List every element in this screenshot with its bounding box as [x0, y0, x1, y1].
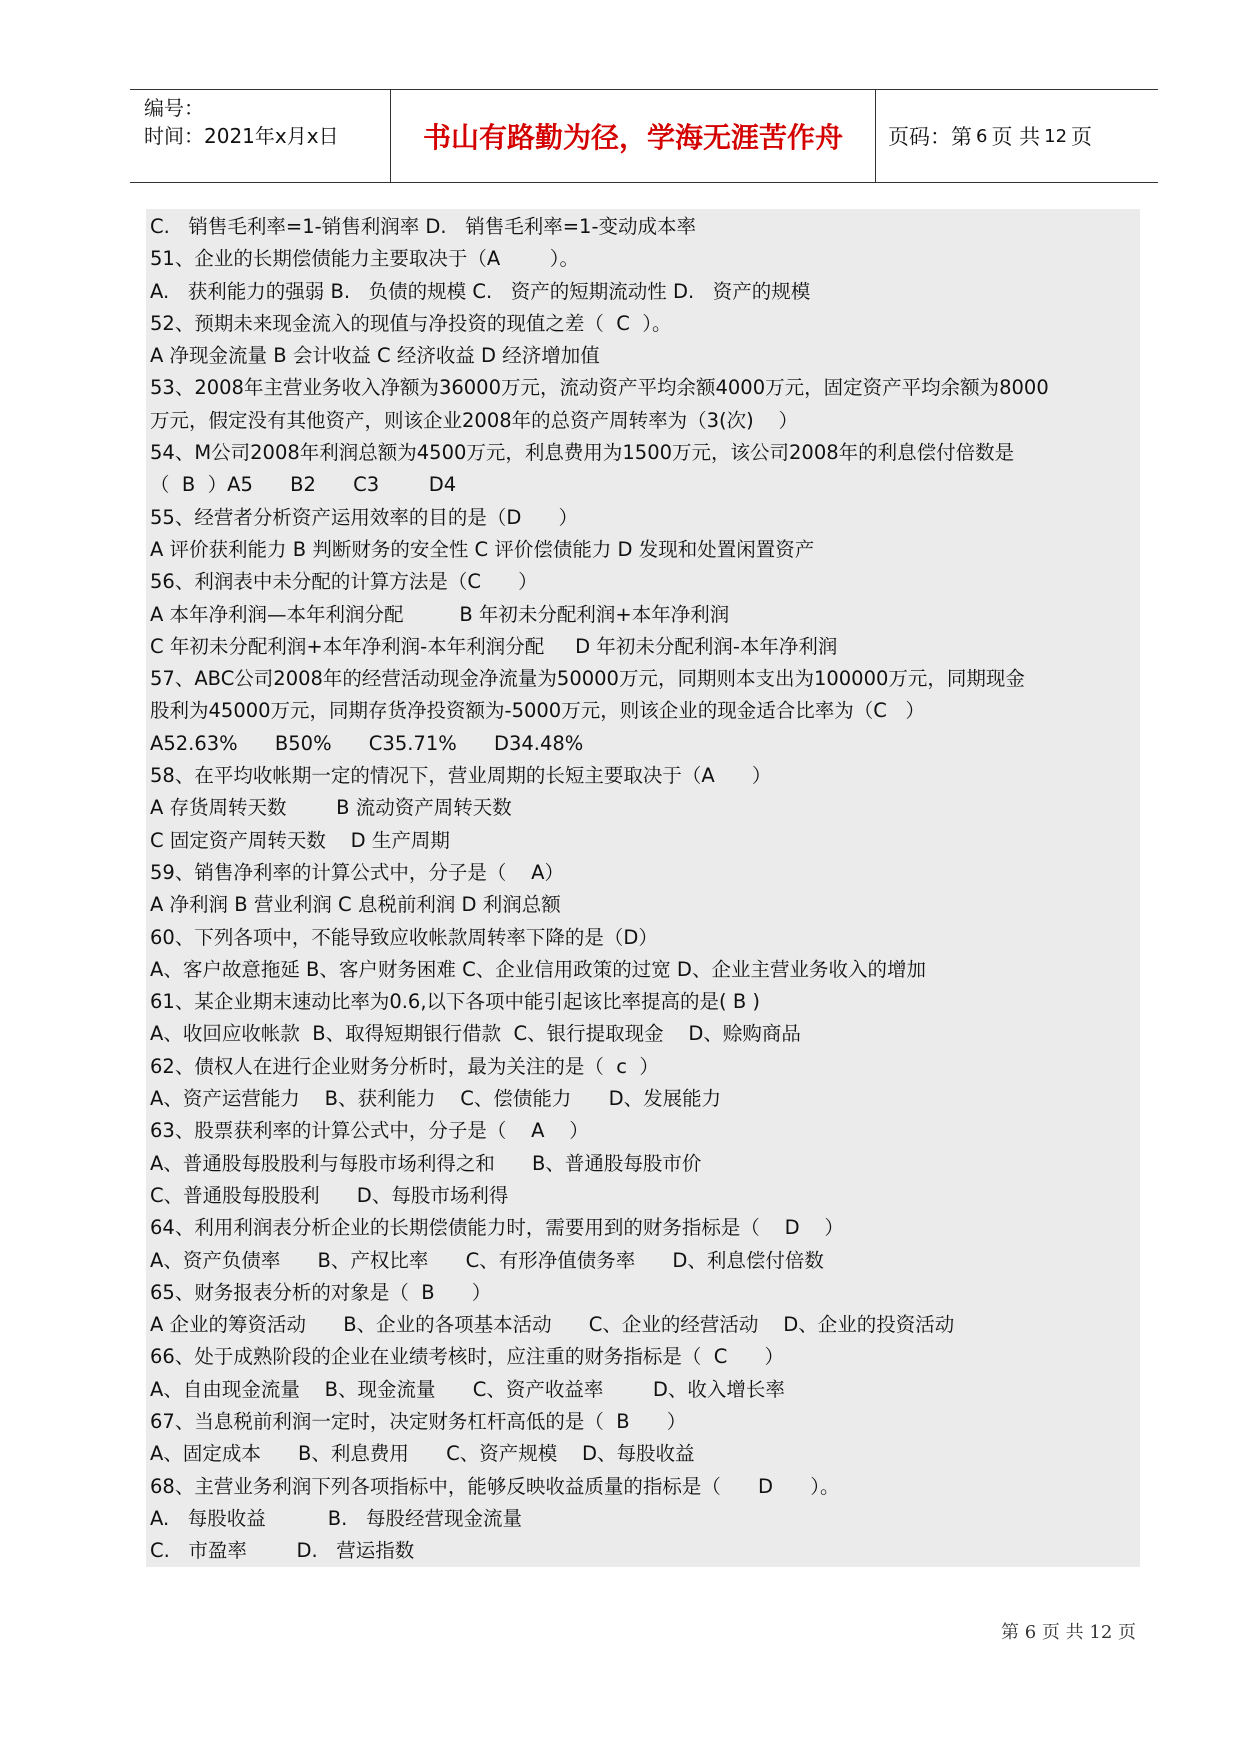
- text-line: 55、经营者分析资产运用效率的目的是（D ）: [150, 505, 579, 529]
- text-line: 58、在平均收帐期一定的情况下，营业周期的长短主要取决于（A ）: [150, 764, 772, 788]
- page-current: 6: [976, 125, 988, 147]
- text-line: C 固定资产周转天数 D 生产周期: [150, 828, 450, 852]
- header-meta: [144, 94, 389, 178]
- text-line: 59、销售净利率的计算公式中，分子是（ A）: [150, 860, 564, 884]
- text-line: A. 获利能力的强弱 B. 负债的规模 C. 资产的短期流动性 D. 资产的规模: [150, 279, 811, 303]
- text-line: 63、股票获利率的计算公式中，分子是（ A ）: [150, 1119, 589, 1143]
- text-line: A、收回应收帐款 B、取得短期银行借款 C、银行提取现金 D、赊购商品: [150, 1022, 801, 1046]
- header-page-info: [876, 90, 1158, 182]
- text-line: A52.63% B50% C35.71% D34.48%: [150, 731, 584, 755]
- text-line: C 年初未分配利润+本年净利润-本年利润分配 D 年初未分配利润-本年净利润: [150, 634, 838, 658]
- text-line: 64、利用利润表分析企业的长期偿债能力时，需要用到的财务指标是（ D ）: [150, 1216, 844, 1240]
- text-line: 万元，假定没有其他资产，则该企业2008年的总资产周转率为（3(次) ）: [150, 408, 799, 432]
- text-line: 51、企业的长期偿债能力主要取决于（A ）。: [150, 247, 579, 271]
- text-line: C. 销售毛利率=1-销售利润率 D. 销售毛利率=1-变动成本率: [150, 215, 696, 238]
- text-line: 68、主营业务利润下列各项指标中，能够反映收益质量的指标是（ D ）。: [150, 1474, 840, 1498]
- text-line: C. 市盈率 D. 营运指数: [150, 1539, 415, 1563]
- text-line: A 本年净利润—本年利润分配 B 年初未分配利润+本年净利润: [150, 602, 730, 626]
- page-prefix: 页码：第: [888, 125, 972, 149]
- text-line: A、客户故意拖延 B、客户财务困难 C、企业信用政策的过宽 D、企业主营业务收入的增加: [150, 957, 926, 981]
- text-line: 57、ABC公司2008年的经营活动现金净流量为50000万元，同期则本支出为100000万元，同期现金: [150, 667, 1025, 691]
- text-line: A 净现金流量 B 会计收益 C 经济收益 D 经济增加值: [150, 344, 600, 368]
- text-line: 52、预期未来现金流入的现值与净投资的现值之差（ C ）。: [150, 311, 672, 335]
- text-line: 66、处于成熟阶段的企业在业绩考核时，应注重的财务指标是（ C ）: [150, 1345, 785, 1369]
- text-line: 60、下列各项中，不能导致应收帐款周转率下降的是（D）: [150, 925, 658, 949]
- page-mid: 页 共: [991, 125, 1041, 149]
- document-number-label: 编号：: [144, 96, 204, 120]
- page-header: [130, 89, 1158, 183]
- text-line: 65、财务报表分析的对象是（ B ）: [150, 1280, 492, 1304]
- text-line: A、固定成本 B、利息费用 C、资产规模 D、每股收益: [150, 1442, 695, 1466]
- document-time-label: 时间：2021年x月x日: [144, 124, 339, 148]
- text-line: A、资产负债率 B、产权比率 C、有形净值债务率 D、利息偿付倍数: [150, 1248, 824, 1272]
- header-motto: 书山有路勤为径，学海无涯苦作舟: [422, 121, 843, 154]
- text-line: 53、2008年主营业务收入净额为36000万元，流动资产平均余额4000万元，固定资产平均余额为8000: [150, 376, 1049, 400]
- text-line: A、普通股每股股利与每股市场利得之和 B、普通股每股市价: [150, 1151, 702, 1175]
- text-line: 67、当息税前利润一定时，决定财务杠杆高低的是（ B ）: [150, 1409, 687, 1433]
- text-line: A、资产运营能力 B、获利能力 C、偿债能力 D、发展能力: [150, 1087, 722, 1111]
- question-list: [146, 209, 1140, 1567]
- text-line: A 净利润 B 营业利润 C 息税前利润 D 利润总额: [150, 893, 561, 917]
- text-line: 54、M公司2008年利润总额为4500万元，利息费用为1500万元，该公司2008年的利息偿付倍数是: [150, 441, 1015, 465]
- text-line: （ B ）A5 B2 C3 D4: [150, 473, 457, 497]
- page-total: 12: [1044, 125, 1068, 147]
- text-line: C、普通股每股股利 D、每股市场利得: [150, 1183, 509, 1207]
- text-line: A 企业的筹资活动 B、企业的各项基本活动 C、企业的经营活动 D、企业的投资活动: [150, 1313, 955, 1337]
- page-footer: 第 6 页 共 12 页: [1001, 1622, 1136, 1643]
- text-line: 61、某企业期末速动比率为0.6,以下各项中能引起该比率提高的是( B ): [150, 990, 761, 1014]
- text-line: 股利为45000万元，同期存货净投资额为-5000万元，则该企业的现金适合比率为（C ）: [150, 699, 925, 723]
- text-line: A 存货周转天数 B 流动资产周转天数: [150, 796, 512, 820]
- text-line: 62、债权人在进行企业财务分析时，最为关注的是（ c ）: [150, 1054, 659, 1078]
- text-line: A、自由现金流量 B、现金流量 C、资产收益率 D、收入增长率: [150, 1377, 785, 1401]
- text-line: 56、利润表中未分配的计算方法是（C ）: [150, 570, 538, 594]
- text-line: A. 每股收益 B. 每股经营现金流量: [150, 1506, 522, 1530]
- text-line: A 评价获利能力 B 判断财务的安全性 C 评价偿债能力 D 发现和处置闲置资产: [150, 537, 815, 561]
- page-suffix: 页: [1071, 125, 1093, 149]
